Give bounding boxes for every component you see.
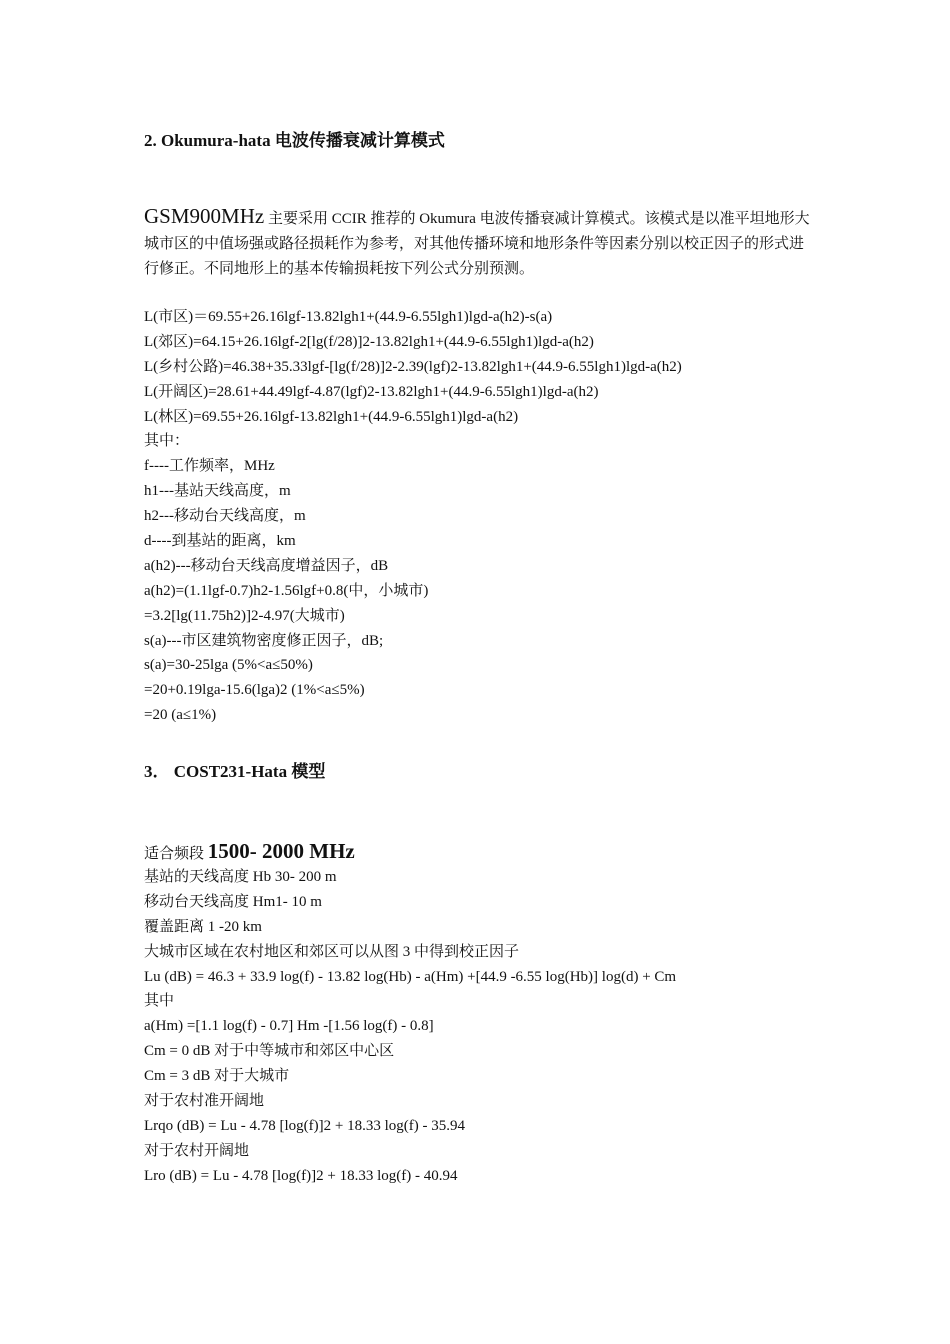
section-heading-okumura-hata: 2. Okumura-hata 电波传播衰减计算模式 — [144, 131, 445, 150]
formula-line: L(林区)=69.55+26.16lgf-13.82lgh1+(44.9-6.55lgh1)lgd-a(h2) — [144, 408, 519, 425]
formula-line: Cm = 0 dB 对于中等城市和郊区中心区 — [144, 1043, 395, 1060]
formula-line: 覆盖距离 1 -20 km — [144, 918, 262, 935]
formula-line: L(开阔区)=28.61+44.49lgf-4.87(lgf)2-13.82lgh1+(44.9-6.55lgh1)lgd-a(h2) — [144, 383, 599, 400]
intro-text: 主要采用 CCIR 推荐的 Okumura 电波传播衰减计算模式。该模式是以准平坦地形大城市区的中值场强或路径损耗作为参考，对其他传播环境和地形条件等因素分别以校正因子的形式进行修正。不同地形上的基本传输损耗按下列公式分别预测。 — [144, 211, 810, 277]
formula-line: =20+0.19lga-15.6(lga)2 (1%<a≤5%) — [144, 682, 365, 699]
intro-lead: GSM900MHz — [144, 204, 265, 228]
formula-line: 大城市区域在农村地区和郊区可以从图 3 中得到校正因子 — [144, 943, 520, 960]
formula-line: L(郊区)=64.15+26.16lgf-2[lg(f/28)]2-13.82lgh1+(44.9-6.55lgh1)lgd-a(h2) — [144, 333, 594, 350]
formula-line: L(乡村公路)=46.38+35.33lgf-[lg(f/28)]2-2.39(lgf)2-13.82lgh1+(44.9-6.55lgh1)lgd-a(h2) — [144, 358, 682, 375]
formula-line: 基站的天线高度 Hb 30- 200 m — [144, 869, 337, 885]
formula-line: 对于农村准开阔地 — [144, 1093, 265, 1110]
formula-line: Lro (dB) = Lu - 4.78 [log(f)]2 + 18.33 log(f) - 40.94 — [144, 1167, 458, 1184]
cost231-list — [144, 837, 676, 1189]
formula-line: 其中： — [144, 433, 190, 450]
formula-line: 对于农村开阔地 — [144, 1142, 250, 1159]
formula-line: L(市区)＝69.55+26.16lgf-13.82lgh1+(44.9-6.55lgh1)lgd-a(h2)-s(a) — [144, 309, 553, 325]
formula-line: a(h2)=(1.1lgf-0.7)h2-1.56lgf+0.8(中，小城市) — [144, 582, 429, 599]
formula-line: s(a)=30-25lga (5%<a≤50%) — [144, 657, 313, 674]
section-heading-cost231-hata: 3． COST231-Hata 模型 — [144, 762, 326, 781]
formula-line: d----到基站的距离，km — [144, 533, 296, 550]
formula-line: 其中 — [144, 993, 175, 1010]
formula-line: a(Hm) =[1.1 log(f) - 0.7] Hm -[1.56 log(f) - 0.8] — [144, 1018, 434, 1035]
formula-line: =3.2[lg(11.75h2)]2-4.97(大城市) — [144, 607, 345, 624]
formula-line: Lu (dB) = 46.3 + 33.9 log(f) - 13.82 log(Hb) - a(Hm) +[44.9 -6.55 log(Hb)] log(d) + Cm — [144, 968, 677, 985]
formula-line: a(h2)---移动台天线高度增益因子，dB — [144, 557, 389, 574]
formula-line: s(a)---市区建筑物密度修正因子，dB; — [144, 632, 384, 649]
formula-line: =20 (a≤1%) — [144, 707, 217, 724]
intro-paragraph — [144, 204, 816, 282]
band-label: 适合频段 — [144, 846, 205, 862]
formula-line: h1---基站天线高度，m — [144, 483, 291, 500]
okumura-formula-list — [144, 305, 682, 728]
formula-line: Lrqo (dB) = Lu - 4.78 [log(f)]2 + 18.33 log(f) - 35.94 — [144, 1117, 466, 1134]
formula-line: 移动台天线高度 Hm1- 10 m — [144, 893, 322, 910]
formula-line: h2---移动台天线高度，m — [144, 508, 306, 525]
formula-line: f----工作频率，MHz — [144, 458, 275, 475]
formula-line: Cm = 3 dB 对于大城市 — [144, 1068, 290, 1085]
frequency-band-line — [144, 837, 676, 865]
band-value: 1500- 2000 MHz — [207, 839, 355, 863]
